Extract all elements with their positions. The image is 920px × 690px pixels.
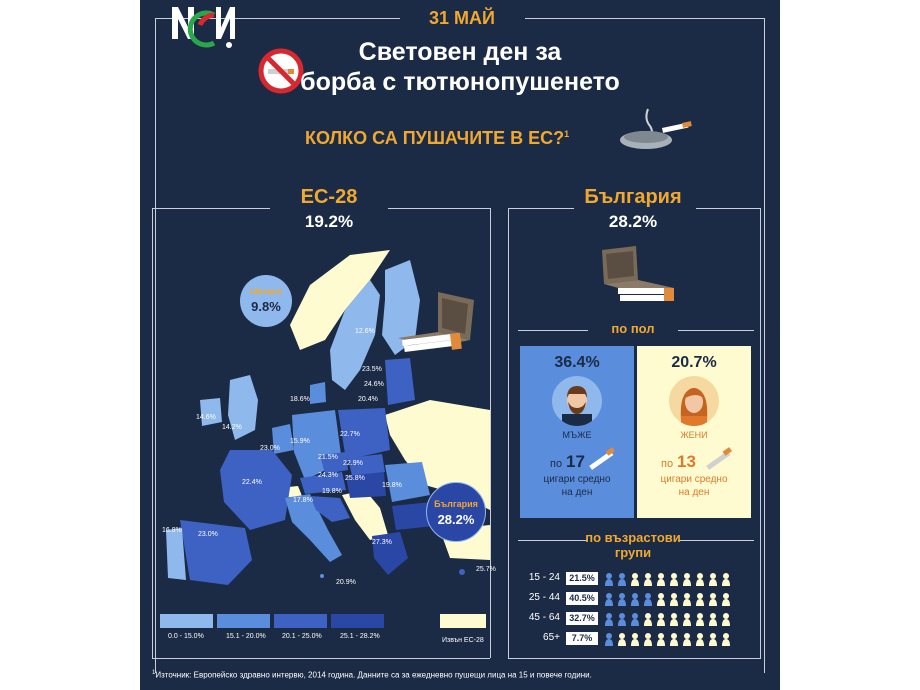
legend-swatch-3 [274,614,327,628]
legend-label-outside: Извън ЕС-28 [442,637,484,644]
nonsmoker-person-icon [644,573,652,586]
eu-value: 19.2% [304,212,354,231]
nonsmoker-person-icon [657,593,665,606]
map-label-spain: 23.0% [198,531,218,538]
frame-top-right [525,18,765,19]
nonsmoker-person-icon [709,613,717,626]
bg-panel-bottom [508,658,761,659]
question-text: КОЛКО СА ПУШАЧИТЕ В ЕС? [305,128,565,148]
nonsmoker-person-icon [683,593,691,606]
legend-swatch-1 [160,614,213,628]
map-label-portugal: 16.8% [162,527,182,534]
nonsmoker-person-icon [683,573,691,586]
nonsmoker-person-icon [722,633,730,646]
nonsmoker-person-icon [657,613,665,626]
smoker-person-icon [605,573,613,586]
age-label: 15 - 24 [528,572,560,583]
women-per: по [661,458,674,470]
smoker-person-icon [631,613,639,626]
sweden-callout [240,275,292,327]
map-label-romania: 19.8% [382,482,402,489]
map-label-croatia: 19.8% [322,488,342,495]
men-card [520,346,634,518]
smoker-person-icon [644,593,652,606]
map-label-denmark: 18.6% [290,396,310,403]
nonsmoker-person-icon [696,593,704,606]
eu-panel-left [152,208,153,658]
nonsmoker-person-icon [696,633,704,646]
smoker-person-icon [631,593,639,606]
eu-panel-top-left [152,208,270,209]
nonsmoker-person-icon [631,633,639,646]
nonsmoker-person-icon [644,633,652,646]
nsi-logo [170,5,236,51]
legend-label-1: 0.0 - 15.0% [168,633,204,640]
age-people-icons [602,612,752,626]
women-desc-2: на ден [678,487,710,498]
people-icon-strip [602,632,752,646]
eu-panel-right [490,208,491,658]
map-label-finland: 12.6% [355,328,375,335]
nonsmoker-person-icon [644,613,652,626]
legend-label-3: 20.1 - 25.0% [282,633,322,640]
smoker-person-icon [605,613,613,626]
age-row [512,572,752,586]
map-label-cyprus: 25.7% [476,566,496,573]
men-desc-2: на ден [561,487,593,498]
by-age-title-2: групи [614,545,652,560]
nonsmoker-person-icon [709,573,717,586]
bg-panel-top-left [508,208,574,209]
age-label: 65+ [543,632,560,643]
nonsmoker-person-icon [722,573,730,586]
map-label-estonia: 23.5% [362,366,382,373]
age-value: 7.7% [566,632,598,645]
nonsmoker-person-icon [657,573,665,586]
men-per: по [550,458,563,470]
footer-footnote-mark: 1 [152,670,156,676]
nonsmoker-person-icon [722,613,730,626]
no-smoking-icon [258,48,304,94]
nonsmoker-person-icon [683,633,691,646]
smoker-person-icon [618,613,626,626]
map-france [220,450,292,530]
bulgaria-callout [426,482,486,542]
smoker-person-icon [605,633,613,646]
map-label-czech: 21.5% [318,454,338,461]
smoker-person-icon [618,573,626,586]
infographic-poster [140,0,780,690]
nonsmoker-person-icon [657,633,665,646]
map-label-hungary: 25.8% [345,475,365,482]
sex-rule-right [678,330,754,331]
frame-left [155,18,156,673]
bulgaria-callout-value: 28.2% [437,512,475,527]
age-row [512,592,752,606]
nonsmoker-person-icon [696,613,704,626]
map-label-lithuania: 20.4% [358,396,378,403]
frame-right [764,18,765,673]
eu-panel-bottom [152,658,490,659]
legend-swatch-outside [440,614,486,628]
footer-note [152,670,772,680]
eu-panel-top-right [388,208,490,209]
map-label-austria: 24.3% [318,472,338,479]
map-baltics [385,358,415,405]
men-num: 17 [566,452,585,471]
legend-label-4: 25.1 - 28.2% [340,633,380,640]
age-row [512,612,752,626]
map-label-greece: 27.3% [372,539,392,546]
nonsmoker-person-icon [696,573,704,586]
nonsmoker-person-icon [670,633,678,646]
legend-swatch-2 [217,614,270,628]
map-spain [180,520,252,585]
bg-title: България [584,186,682,208]
map-label-germany: 15.9% [290,438,310,445]
bg-panel-right [760,208,761,658]
smoker-person-icon [605,593,613,606]
man-avatar-icon [552,376,602,426]
men-cigarette-icon [586,446,618,474]
people-icon-strip [602,612,752,626]
age-rule-right [678,540,754,541]
map-label-malta: 20.9% [336,579,356,586]
bg-panel-top-right [696,208,760,209]
nonsmoker-person-icon [670,573,678,586]
women-cigarette-icon [703,446,735,474]
ashtray-icon [618,104,698,154]
age-label: 25 - 44 [528,592,560,603]
by-sex-title: по пол [611,321,655,336]
map-malta [320,574,324,578]
map-label-ireland: 14.6% [196,414,216,421]
map-label-italy: 17.8% [293,497,313,504]
people-icon-strip [602,592,752,606]
map-ireland [200,398,222,426]
men-value: 36.4% [554,354,600,371]
bulgaria-callout-name: България [434,499,478,509]
nonsmoker-person-icon [631,573,639,586]
bg-panel-left [508,208,509,658]
bg-cigarette-pack-icon [598,246,678,308]
map-label-poland: 22.7% [340,431,360,438]
map-outside-balkans [342,490,388,540]
by-age-title-1: по възрастови [585,530,681,545]
people-icon-strip [602,572,752,586]
sweden-name: Швеция [250,287,282,296]
bg-value: 28.2% [608,212,658,231]
women-num: 13 [677,452,696,471]
map-label-benelux: 23.0% [260,445,280,452]
men-desc-1: цигари средно [543,474,611,485]
age-people-icons [602,632,752,646]
age-value: 21.5% [566,572,598,585]
map-label-latvia: 24.6% [364,381,384,388]
nonsmoker-person-icon [709,593,717,606]
map-denmark [310,382,326,404]
age-people-icons [602,592,752,606]
age-row [512,632,752,646]
woman-avatar-icon [669,376,719,426]
nonsmoker-person-icon [670,593,678,606]
map-label-slovakia: 22.9% [343,460,363,467]
smoker-person-icon [618,593,626,606]
date-label: 31 МАЙ [429,8,495,28]
women-value: 20.7% [671,354,717,371]
title-line-1: Световен ден за [358,38,562,66]
sex-rule-left [518,330,588,331]
age-value: 40.5% [566,592,598,605]
men-label: МЪЖЕ [562,430,592,440]
nonsmoker-person-icon [709,633,717,646]
title-line-2: борба с тютюнопушенето [300,68,620,96]
question-heading [305,128,625,149]
women-label: ЖЕНИ [680,430,708,440]
nonsmoker-person-icon [618,633,626,646]
women-card [637,346,751,518]
eu-title: ЕС-28 [300,186,358,208]
nonsmoker-person-icon [722,593,730,606]
legend-label-2: 15.1 - 20.0% [226,633,266,640]
map-cyprus [459,569,465,575]
age-people-icons [602,572,752,586]
nonsmoker-person-icon [683,613,691,626]
women-desc-1: цигари средно [660,474,728,485]
nonsmoker-person-icon [670,613,678,626]
legend-swatch-4 [331,614,384,628]
age-label: 45 - 64 [528,612,560,623]
cigarette-pack-icon [398,292,474,358]
age-value: 32.7% [566,612,598,625]
map-label-uk: 14.2% [222,424,242,431]
sweden-value: 9.8% [251,299,281,314]
map-label-france: 22.4% [242,479,262,486]
question-footnote-mark: 1 [564,129,570,139]
footer-text: Източник: Европейско здравно интервю, 2014 година. Данните са за ежедневно пушещи лица на 15 и повече години. [155,670,592,680]
